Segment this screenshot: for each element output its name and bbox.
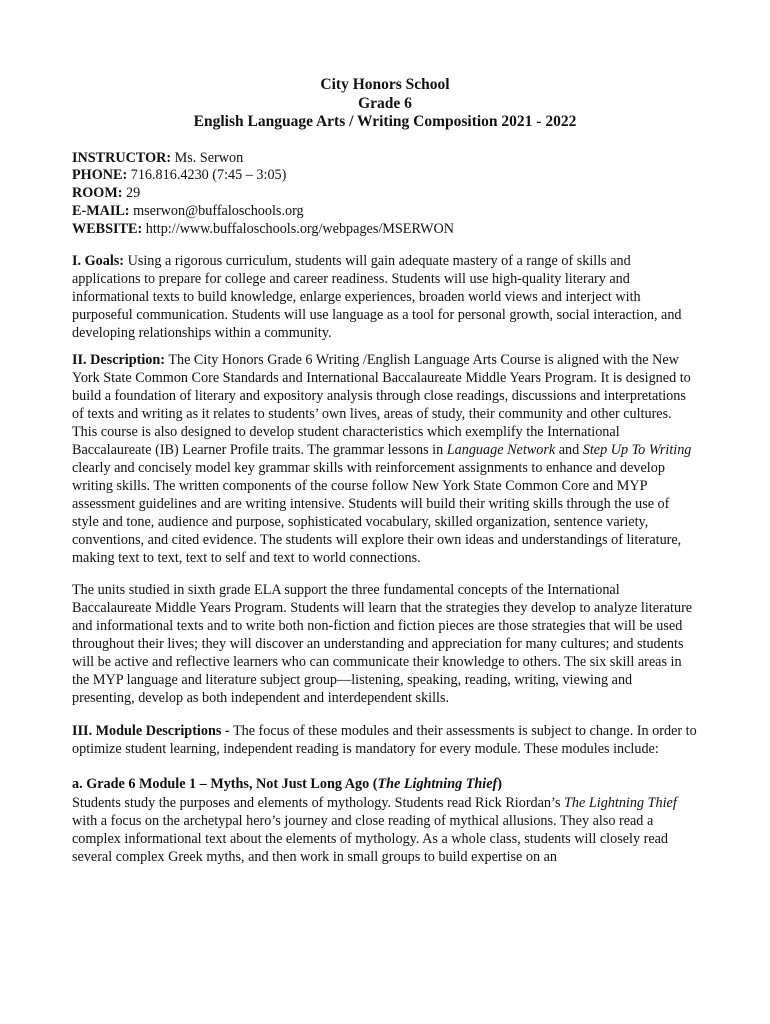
room-line — [72, 185, 698, 203]
description-paragraph — [72, 351, 698, 567]
goals-text: Using a rigorous curriculum, students will gain adequate mastery of a range of skills and applications to prepare for college and career readiness. Students will use high-quality literary and informational texts to build knowledge, enlarge experiences, broaden world views and interject with purposeful communication. Students will use language as a tool for personal growth, social interaction, and developing relationships within a community. — [72, 253, 682, 342]
description-text-2: clearly and concisely model key grammar skills with reinforcement assignments to enhance and develop writing skills. The written components of the course follow New York State Common Core and MYP assessment guidelines and are writing intensive. Students will build their writing skills through the use of style and tone, audience and purpose, sophisticated vocabulary, skilled organization, sentence variety, conventions, and cited evidence. The students will explore their own ideas and understandings of literature, making text to text, text to self and text to world connections. — [72, 460, 682, 567]
phone-value: 716.816.4230 (7:45 – 3:05) — [130, 167, 287, 184]
school-name: City Honors School — [320, 76, 450, 93]
units-paragraph: The units studied in sixth grade ELA support the three fundamental concepts of the International Baccalaureate Middle Years Program. Students will learn that the strategies they develop to analyze literature and informational texts and to write both non-fiction and fiction pieces are those strategies that will be used throughout their lives; they will discover an understanding and appreciation for many cultures; and students will be active and reflective learners who can communicate their knowledge to others. The six skill areas in the MYP language and literature subject group—listening, speaking, reading, writing, viewing and presenting, develop as both independent and interdependent skills. — [72, 582, 693, 707]
room-label: ROOM: — [72, 185, 123, 202]
document-page — [72, 76, 698, 866]
website-line — [72, 221, 698, 239]
goals-heading: I. Goals: — [72, 253, 125, 270]
goals-paragraph — [72, 252, 698, 342]
website-value[interactable]: http://www.buffaloschools.org/webpages/MSERWON — [145, 220, 455, 237]
email-line — [72, 203, 698, 221]
document-title — [72, 76, 698, 132]
instructor-value: Ms. Serwon — [174, 149, 244, 166]
module-1-paragraph — [72, 794, 698, 866]
description-and: and — [558, 442, 580, 459]
description-text-1: The City Honors Grade 6 Writing /English Language Arts Course is aligned with the New York State Common Core Standards and International Baccalaureate Middle Years Program. It is designed to build a foundation of literary and expository analysis through close readings, discussions and interpretations of texts and writing as it relates to students’ own lives, areas of study, their community and other cultures. This course is also designed to develop student characteristics which exemplify the International Baccalaureate (IB) Learner Profile traits. The grammar lessons in — [72, 352, 691, 459]
module-1-book: The Lightning Thief — [564, 795, 677, 812]
modules-paragraph — [72, 722, 698, 758]
contact-block — [72, 150, 698, 239]
phone-line — [72, 167, 698, 185]
phone-label: PHONE: — [72, 167, 128, 184]
website-label: WEBSITE: — [72, 220, 143, 237]
book-title-step-up: Step Up To Writing — [582, 442, 692, 459]
module-1-heading-text: a. Grade 6 Module 1 – Myths, Not Just Long Ago ( — [72, 776, 378, 793]
course-name: English Language Arts / Writing Composition 2021 - 2022 — [193, 113, 577, 130]
email-label: E-MAIL: — [72, 202, 130, 219]
description-heading: II. Description: — [72, 352, 166, 369]
book-title-language-network: Language Network — [446, 442, 556, 459]
instructor-line — [72, 150, 698, 168]
grade-level: Grade 6 — [358, 94, 412, 112]
module-1-heading-close: ) — [497, 776, 502, 793]
modules-text: The focus of these modules and their assessments is subject to change. In order to optimize student learning, independent reading is mandatory for every module. These modules include: — [72, 723, 697, 758]
modules-heading: III. Module Descriptions - — [72, 723, 230, 740]
module-1-heading — [72, 775, 698, 793]
instructor-label: INSTRUCTOR: — [72, 149, 172, 166]
room-value: 29 — [125, 185, 141, 202]
module-1-heading-book: The Lightning Thief — [377, 776, 498, 793]
module-1-text-2: with a focus on the archetypal hero’s journey and close reading of mythical allusions. They also read a complex informational text about the elements of mythology. As a whole class, students will closely read several complex Greek myths, and then work in small groups to build expertise on an — [72, 813, 669, 866]
module-1-text-1: Students study the purposes and elements of mythology. Students read Rick Riordan’s — [72, 795, 561, 812]
email-value[interactable]: mserwon@buffaloschools.org — [133, 202, 304, 219]
